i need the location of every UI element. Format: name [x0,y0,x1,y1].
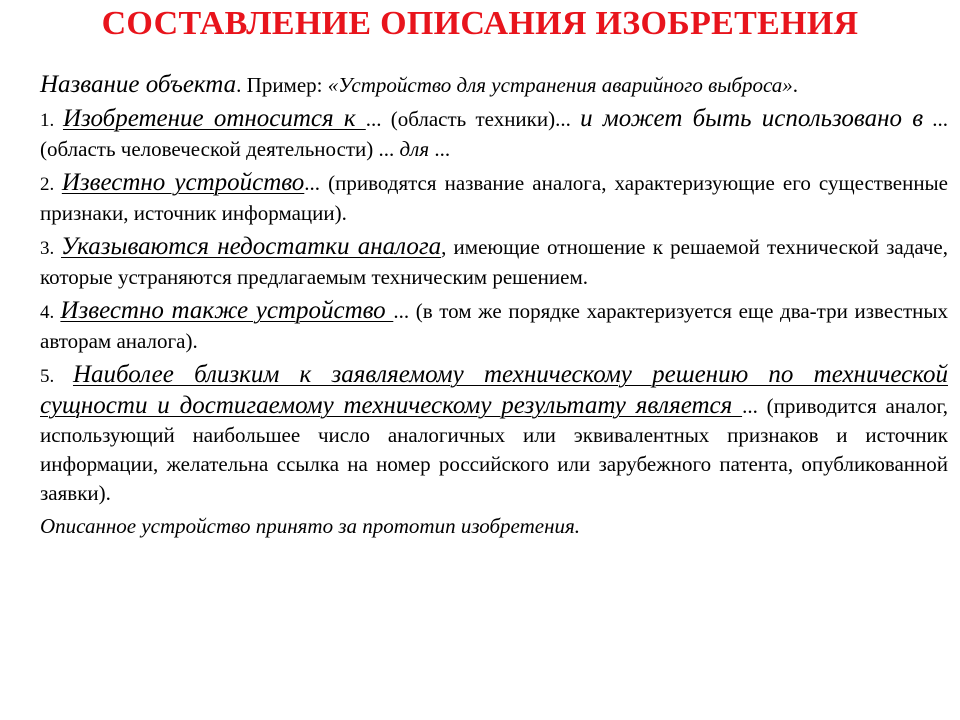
item-number: 2. [40,174,62,195]
item-1 [40,104,948,164]
item-2 [40,168,948,228]
item-5-phrase: Наиболее близким к заявляемому техническому решению по технической сущности и достигаемому техническому результату является [40,361,948,419]
item-2-phrase: Известно устройство [61,169,305,196]
item-5-text: ... (приводится аналог, использующий наибольшее число аналогичных или эквивалентных признаков и источник информации, желательна ссылка на номер российского или зарубежного патента, опубликованной заявки). [40,394,948,505]
item-3-text: , имеющие отношение к решаемой технической задаче, которые устраняются предлагаемым техническим решением. [40,235,948,289]
item-5 [40,360,948,508]
item-2-text: ... (приводятся название аналога, характеризующие его существенные признаки, источник информации). [40,171,948,225]
intro-text: . Пример: [236,73,328,97]
object-name-label: Название объекта [40,71,237,98]
item-number: 3. [40,238,61,259]
item-1-text-3: ... [429,137,451,161]
item-3-phrase: Указываются недостатки аналога [60,233,442,260]
item-1-phrase-2: и может быть использовано в [580,105,924,132]
item-number: 5. [40,366,73,387]
item-4-phrase: Известно также устройство [60,297,394,324]
example-text: «Устройство для устранения аварийного выброса» [327,73,793,97]
item-number: 4. [40,302,61,323]
item-3 [40,232,948,292]
item-1-text: ... (область техники)... [365,107,581,131]
object-name-paragraph [40,70,948,100]
item-1-text-2: ... (область человеческой деятельности) ... [40,107,949,161]
item-1-phrase-3: для [399,137,430,161]
document-body [40,70,948,545]
conclusion-text: Описанное устройство принято за прототип изобретения. [40,514,581,538]
item-number: 1. [40,110,63,131]
item-4-text: ... (в том же порядке характеризуется еще два-три известных авторам аналога). [40,299,949,353]
intro-end: . [792,73,798,97]
page-title: СОСТАВЛЕНИЕ ОПИСАНИЯ ИЗОБРЕТЕНИЯ [101,5,859,42]
item-1-phrase: Изобретение относится к [62,105,366,132]
item-4 [40,296,948,356]
